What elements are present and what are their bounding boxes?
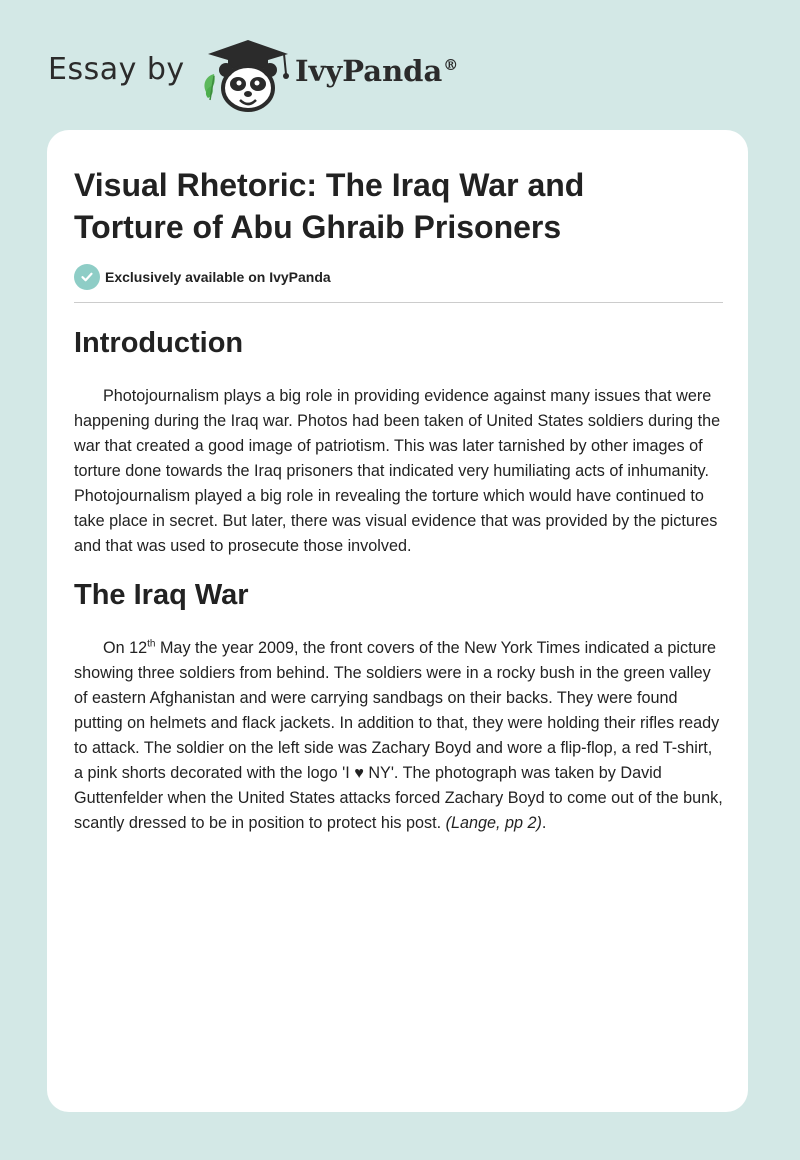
section-heading-iraq-war: The Iraq War [74,579,249,611]
paragraph-iraq-war: On 12th May the year 2009, the front covers of the New York Times indicated a picture showing three soldiers from behind. The soldiers were in a rocky bush in the green valley of eastern Afghanistan and were carrying sandbags on their backs. They were found putting on helmets and flack jackets. In addition to that, they were holding their rifles ready to attack. The soldier on the left side was Zachary Boyd and wore a flip-flop, a red T-shirt, a pink shorts decorated with the logo 'I ♥ NY'. The photograph was taken by David Guttenfelder when the United States attacks forced Zachary Boyd to come out of the bunk, scantly dressed to be in position to protect his post. (Lange, pp 2). [74,638,723,832]
citation: (Lange, pp 2) [445,814,542,832]
site-header [48,30,548,120]
section-heading-introduction: Introduction [74,327,244,359]
panda-logo-icon[interactable] [200,38,296,114]
badge-label: Exclusively available on IvyPanda [105,269,331,285]
ordinal-suffix: th [147,638,156,650]
check-circle-icon [74,264,100,290]
exclusive-badge [74,263,331,291]
essay-title: Visual Rhetoric: The Iraq War and Torture of Abu Ghraib Prisoners [74,167,585,245]
brand-name[interactable]: IvyPanda® [295,54,459,88]
divider [74,302,723,303]
registered-mark: ® [443,56,459,74]
essay-by-label: Essay by [48,52,185,87]
paragraph-introduction: Photojournalism plays a big role in providing evidence against many issues that were happening during the Iraq war. Photos had been taken of United States soldiers during the war that created a good image of patriotism. This was later tarnished by other images of torture done towards the Iraq prisoners that indicated very humiliating acts of inhumanity. Photojournalism played a big role in revealing the torture which would have continued to take place in secret. But later, there was visual evidence that was provided by the pictures and that was used to prosecute those involved. [74,387,721,555]
essay-card [47,130,748,1112]
